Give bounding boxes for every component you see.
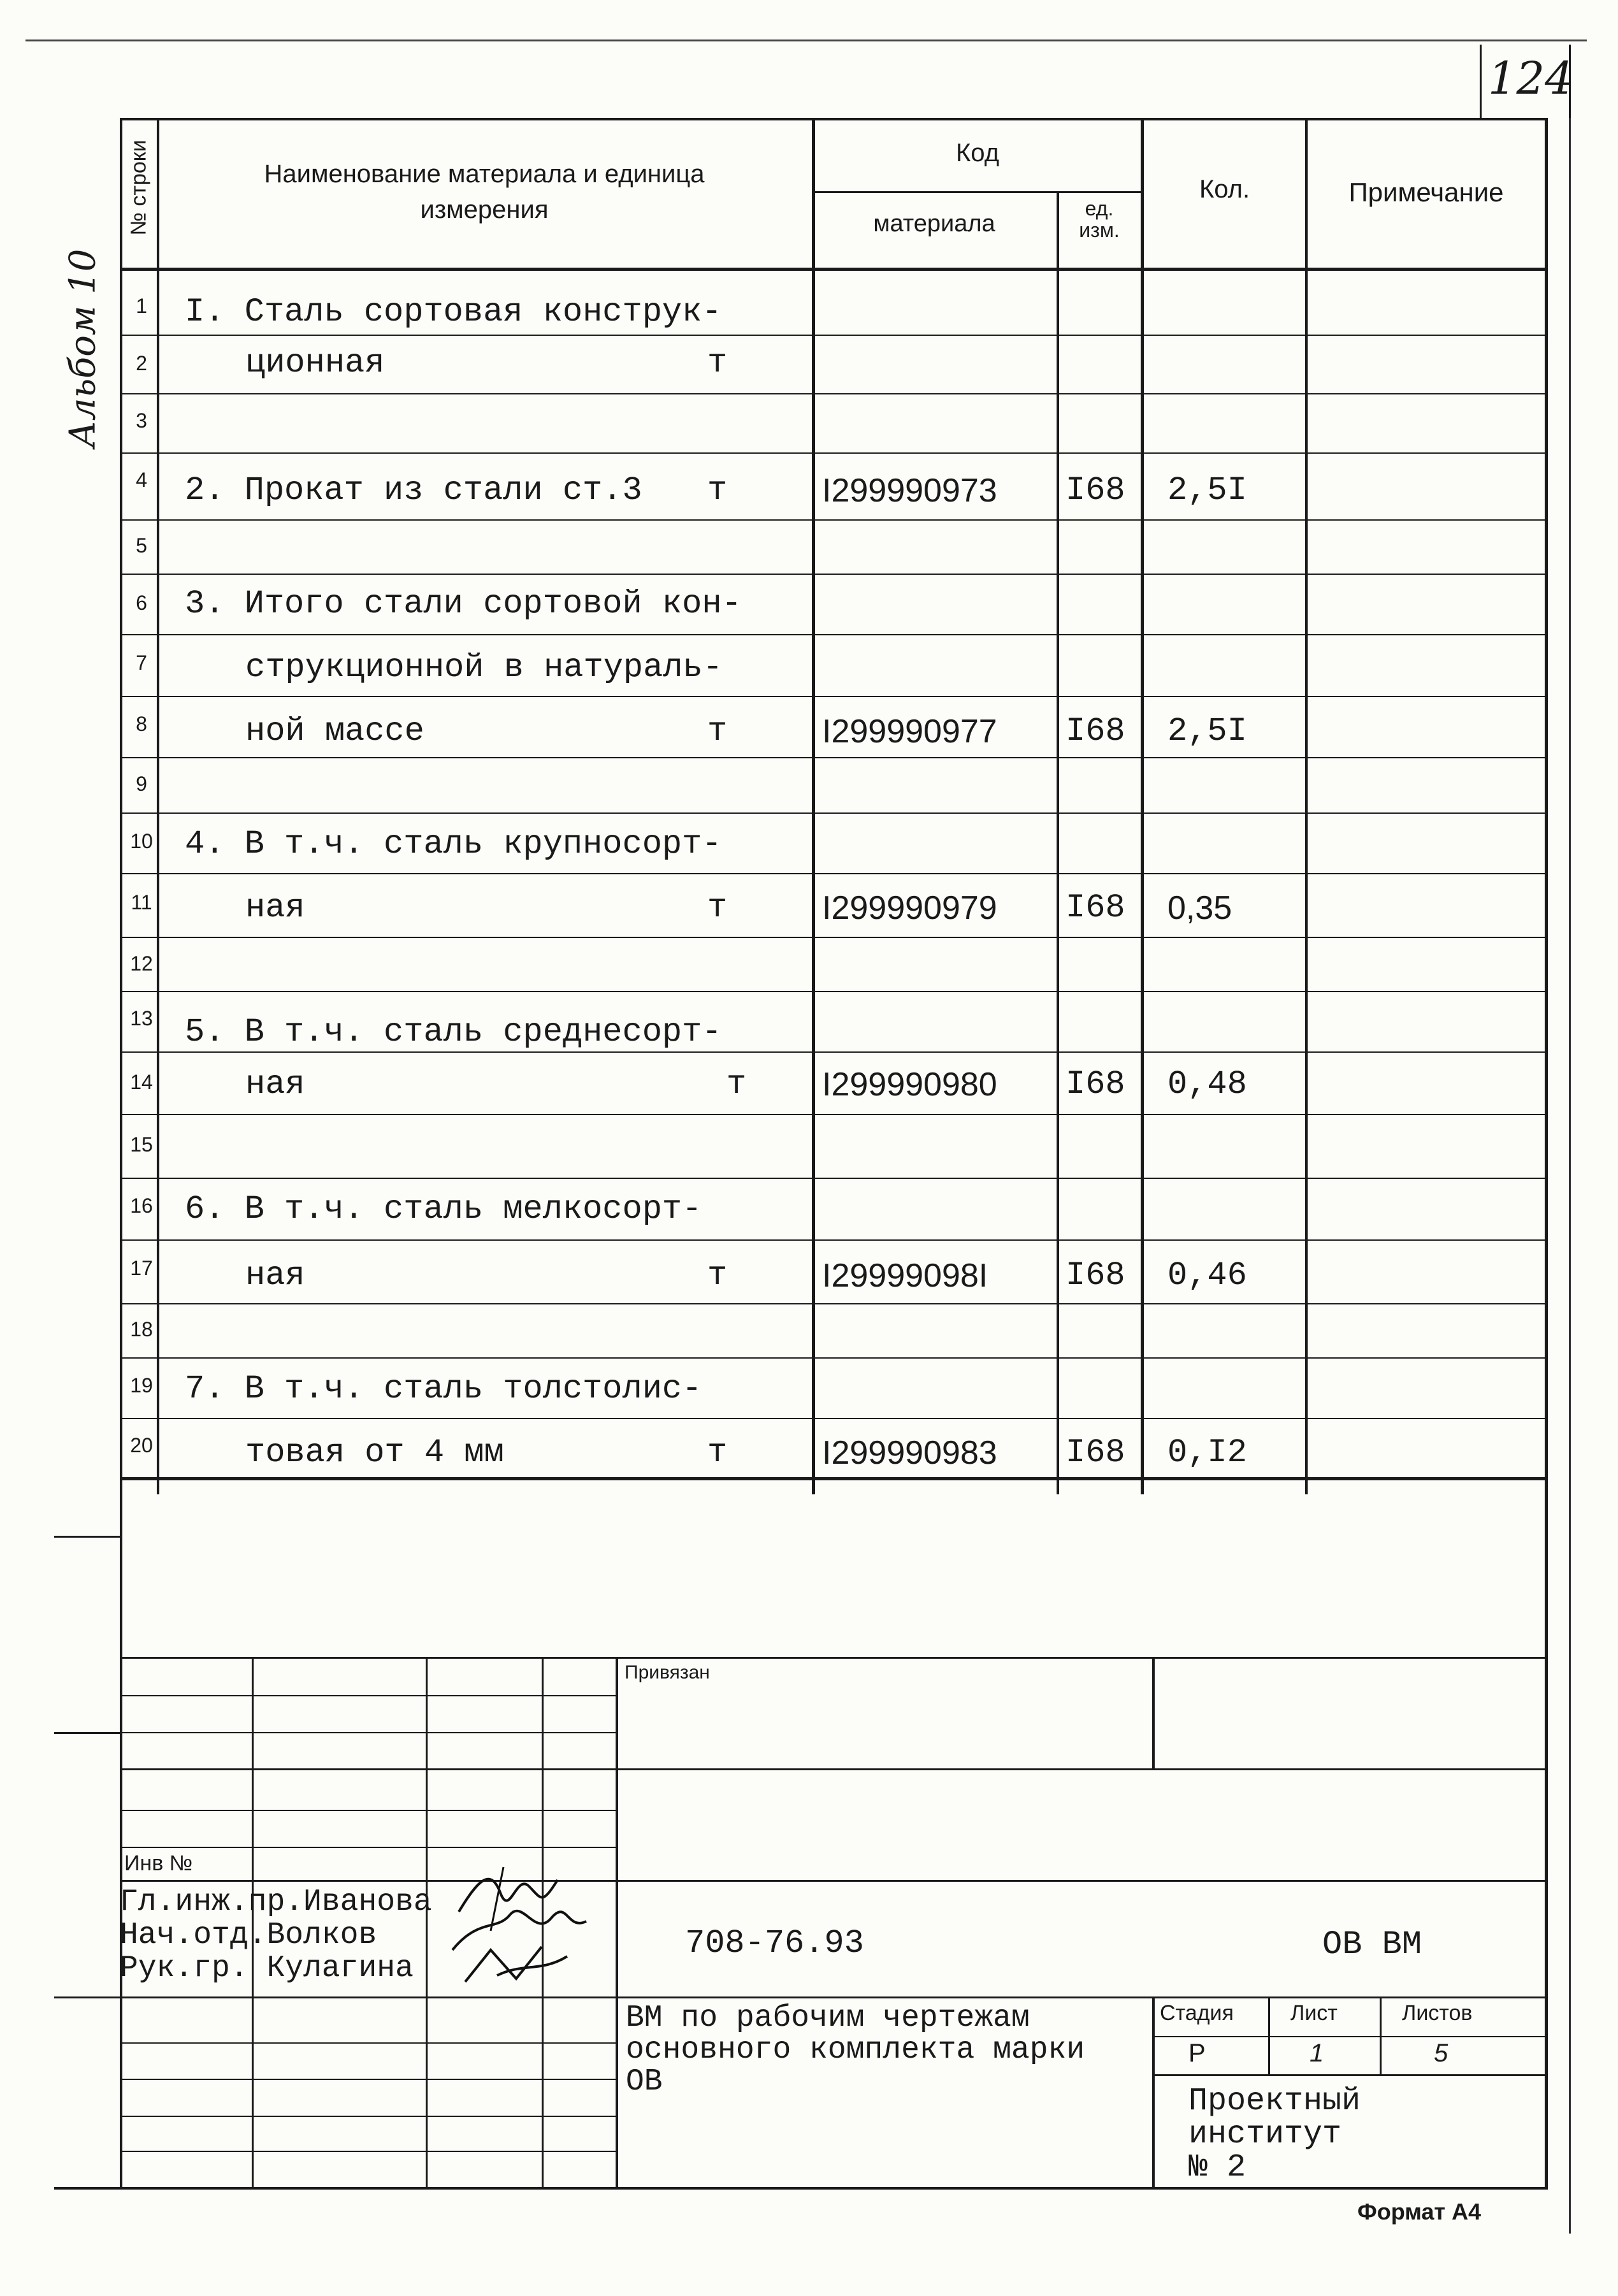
sheet-label: Лист: [1290, 2001, 1338, 2025]
row-number: 5: [136, 534, 147, 557]
document-mark: ОВ ВМ: [1322, 1926, 1422, 1963]
row-number: 18: [130, 1318, 153, 1341]
sheet-value: 1: [1310, 2039, 1324, 2067]
header-bottom-border: [120, 268, 1547, 271]
stage-label: Стадия: [1160, 2001, 1234, 2025]
row-name: 5. В т.ч. сталь среднесорт-: [185, 1013, 722, 1051]
stamp-v2: [426, 1657, 428, 2189]
header-code-material: материала: [873, 210, 995, 237]
stamp-h6: [120, 1880, 1547, 1882]
signer-1: [120, 1885, 432, 1919]
row-line-5: [120, 519, 1547, 521]
header-note: Примечание: [1348, 177, 1504, 207]
row-unit: т: [707, 712, 728, 750]
stage-v1: [1268, 1996, 1270, 2074]
row-quantity: 2,5I: [1167, 472, 1247, 509]
row-line-8: [120, 696, 1547, 697]
row-line-14: [120, 1051, 1547, 1053]
row-number: 4: [136, 468, 147, 491]
col-sep-rownum: [157, 118, 159, 1494]
row-number: 9: [136, 772, 147, 795]
row-quantity: 0,48: [1167, 1065, 1247, 1103]
sheets-value: 5: [1434, 2039, 1448, 2067]
row-number: 8: [136, 712, 147, 735]
bound-label: Привязан: [625, 1662, 710, 1683]
row-number: 1: [136, 294, 147, 317]
sheets-label: Листов: [1402, 2001, 1473, 2025]
row-name: 3. Итого стали сортовой кон-: [185, 585, 742, 623]
col-sep-qty: [1141, 118, 1144, 1494]
row-line-2: [120, 335, 1547, 336]
row-material-code: I299990980: [822, 1066, 997, 1103]
row-line-11: [120, 873, 1547, 874]
row-number: 3: [136, 409, 147, 432]
outer-right-line: [1569, 118, 1571, 2234]
inv-label: Инв №: [124, 1851, 193, 1875]
top-edge-line: [25, 40, 1587, 41]
col-sep-note: [1305, 118, 1308, 1494]
document-code: 708-76.93: [685, 1924, 864, 1962]
row-line-18: [120, 1303, 1547, 1304]
row-unit-code: I68: [1065, 472, 1125, 509]
row-line-6: [120, 574, 1547, 575]
signer-name: Иванова: [303, 1885, 432, 1919]
header-name: Наименование материала и единица измерения: [264, 160, 705, 224]
row-unit: т: [707, 472, 728, 509]
row-line-19: [120, 1357, 1547, 1359]
header-code-unit: ед. изм.: [1079, 197, 1120, 242]
stamp-v5: [1152, 1657, 1155, 1768]
row-number: 11: [131, 891, 152, 914]
row-number: 19: [130, 1374, 153, 1397]
signer-2: [120, 1918, 377, 1953]
row-number: 17: [130, 1257, 153, 1280]
stamp-h7: [120, 1996, 1547, 1998]
row-name: товая от 4 мм: [245, 1434, 504, 1471]
row-material-code: I299990977: [822, 713, 997, 750]
code-subheader-line: [812, 191, 1143, 193]
row-material-code: I29999098I: [822, 1257, 988, 1294]
row-number: 12: [130, 952, 153, 975]
row-name: струкционной в натураль-: [245, 649, 723, 686]
binding-strip-top: [54, 1536, 122, 1538]
row-line-9: [120, 757, 1547, 758]
row-number: 14: [130, 1071, 153, 1094]
signer-role: Нач.отд.: [120, 1918, 267, 1953]
row-quantity: 0,46: [1167, 1257, 1247, 1294]
row-name: 4. В т.ч. сталь крупносорт-: [185, 825, 722, 863]
signer-3: [120, 1951, 414, 1986]
row-unit-code: I68: [1065, 1065, 1125, 1103]
stamp-v6: [1152, 1996, 1155, 2188]
row-number: 7: [136, 651, 147, 674]
organization-name: Проектный институт № 2: [1188, 2083, 1361, 2186]
row-name: ная: [245, 1257, 305, 1294]
table-left-border: [120, 118, 122, 2189]
binding-strip-low: [54, 1996, 122, 1998]
stage-h2: [1152, 2074, 1547, 2076]
album-label: Альбом 10: [62, 249, 104, 448]
row-number: 16: [130, 1194, 153, 1217]
row-line-16: [120, 1178, 1547, 1179]
format-label: Формат А4: [1357, 2199, 1482, 2225]
header-code: Код: [955, 139, 999, 167]
row-line-4: [120, 452, 1547, 454]
row-material-code: I299990973: [822, 472, 997, 509]
row-name: 6. В т.ч. сталь мелкосорт-: [185, 1190, 702, 1228]
row-line-17: [120, 1239, 1547, 1241]
row-number: 13: [130, 1007, 153, 1030]
row-unit: т: [707, 344, 728, 382]
row-name: ная: [245, 1065, 305, 1103]
header-row-no: № строки: [126, 140, 151, 236]
stamp-top-line: [120, 1657, 1547, 1659]
page-number: 124: [1488, 52, 1573, 105]
row-number: 20: [130, 1434, 153, 1457]
stamp-h3: [120, 1768, 1547, 1770]
binding-strip-mid: [54, 1732, 122, 1734]
row-unit: т: [707, 1434, 728, 1471]
row-name: 2. Прокат из стали ст.3: [185, 472, 642, 509]
row-quantity: 0,I2: [1167, 1434, 1247, 1471]
row-number: 10: [130, 830, 153, 853]
bottom-border: [54, 2187, 1548, 2190]
table-body-bottom: [120, 1477, 1547, 1480]
signer-role: Рук.гр.: [120, 1951, 249, 1986]
row-name: 7. В т.ч. сталь толстолис-: [185, 1370, 702, 1408]
row-line-10: [120, 812, 1547, 814]
signer-role: Гл.инж.пр.: [120, 1885, 304, 1919]
row-name: I. Сталь сортовая конструк-: [185, 293, 722, 331]
row-unit-code: I68: [1065, 889, 1125, 927]
row-number: 15: [130, 1133, 153, 1156]
row-line-3: [120, 393, 1547, 394]
row-unit: т: [726, 1065, 747, 1103]
signatures-graphic: [440, 1854, 631, 2001]
stage-value: Р: [1188, 2039, 1206, 2067]
row-line-7: [120, 634, 1547, 635]
row-unit-code: I68: [1065, 1434, 1125, 1471]
row-line-13: [120, 991, 1547, 992]
row-unit-code: I68: [1065, 712, 1125, 750]
row-name: ной массе: [245, 712, 424, 750]
row-unit: т: [707, 1257, 728, 1294]
row-material-code: I299990979: [822, 890, 997, 927]
row-number: 6: [136, 591, 147, 614]
signer-name: Волков: [266, 1918, 377, 1953]
row-unit-code: I68: [1065, 1257, 1125, 1294]
row-unit: т: [707, 889, 728, 927]
row-line-15: [120, 1114, 1547, 1115]
page-number-box-left: [1480, 45, 1482, 120]
table-right-border: [1545, 118, 1548, 2189]
row-number: 2: [136, 352, 147, 375]
table-top-border: [120, 118, 1547, 120]
stage-h1: [1152, 2036, 1547, 2037]
row-name: ционная: [245, 344, 385, 382]
header-qty: Кол.: [1199, 175, 1250, 203]
document-title: ВМ по рабочим чертежам основного комплекта марки ОВ: [626, 2001, 1085, 2099]
row-name: ная: [245, 889, 305, 927]
row-line-12: [120, 937, 1547, 938]
stage-v2: [1380, 1996, 1382, 2074]
row-quantity: 0,35: [1167, 890, 1232, 927]
row-quantity: 2,5I: [1167, 712, 1247, 750]
col-sep-name: [812, 118, 815, 1494]
row-line-20: [120, 1418, 1547, 1419]
signer-name: Кулагина: [266, 1951, 414, 1986]
col-sep-code-unit: [1057, 191, 1059, 1494]
row-material-code: I299990983: [822, 1434, 997, 1471]
